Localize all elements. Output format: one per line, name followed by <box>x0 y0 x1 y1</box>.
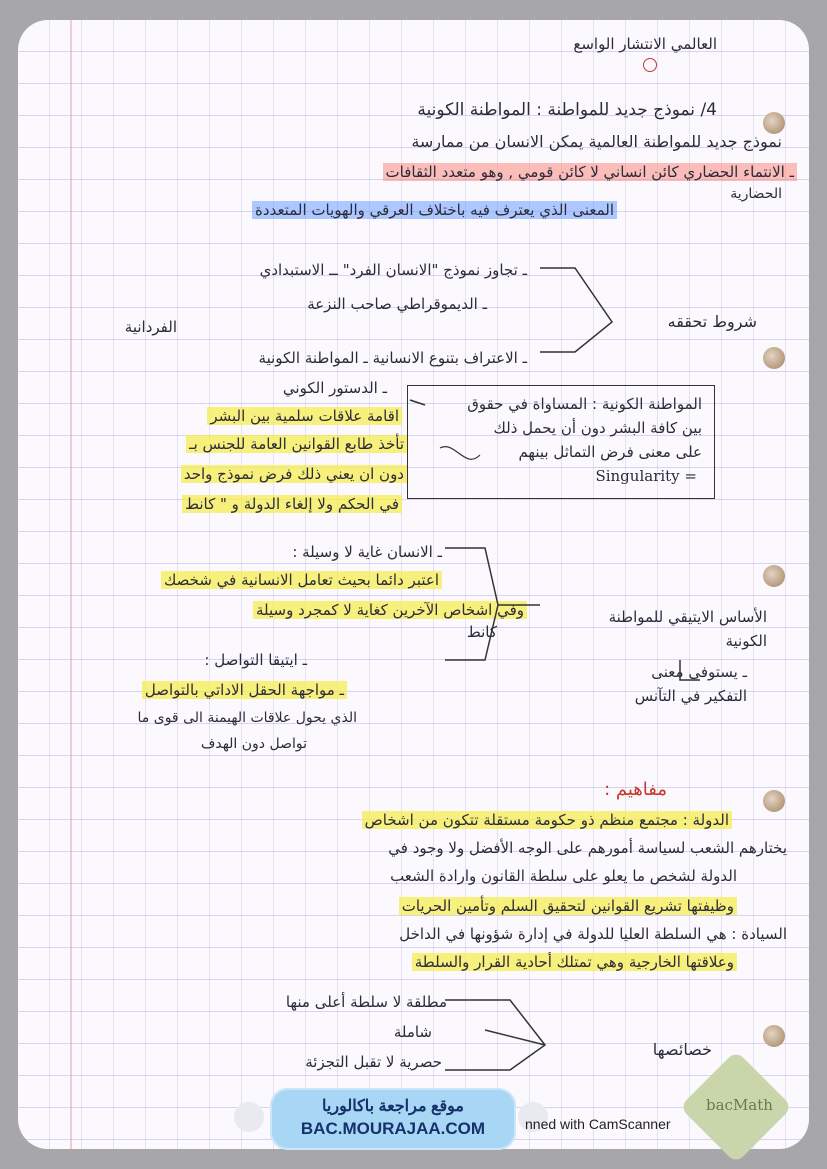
ethics-item: كانط <box>466 623 497 641</box>
intro-side: الحضارية <box>730 186 782 202</box>
site-badge[interactable] <box>270 1088 516 1150</box>
concept-line: الدولة : مجتمع منظم ذو حكومة مستقلة تتكون من اشخاص <box>362 808 732 832</box>
conditions-label: شروط تحققه <box>667 312 757 331</box>
trait-item: حصرية لا تقبل التجزئة <box>305 1053 442 1071</box>
traits-label: خصائصها <box>652 1040 712 1059</box>
ethics-item: تواصل دون الهدف <box>200 736 307 752</box>
ethics-label: الأساس الايتيقي للمواطنة الكونية <box>608 608 767 650</box>
bacmath-logo-text: bacMath <box>706 1096 773 1114</box>
intro-highlight-blue: المعنى الذي يعترف فيه باختلاف العرقي والهويات المتعددة <box>252 201 617 219</box>
page-header: العالمي الانتشار الواسع <box>573 35 717 53</box>
trait-item: شاملة <box>393 1023 432 1041</box>
yellow-line: اقامة علاقات سلمية بين البشر <box>207 404 402 428</box>
condition-item: الفردانية <box>124 318 177 336</box>
intro-highlight: ـ الانتماء الحضاري كائن انساني لا كائن قومي , وهو متعدد الثقافات <box>383 163 797 181</box>
badge-url[interactable]: BAC.MOURAJAA.COM <box>300 1119 486 1138</box>
site-logo-icon <box>234 1102 264 1132</box>
concept-line: وظيفتها تشريع القوانين لتحقيق السلم وتأمين الحريات <box>399 894 737 918</box>
brace-ethics <box>445 548 498 660</box>
yellow-line: تأخذ طابع القوانين العامة للجنس بـ <box>186 432 407 456</box>
box-line: بين كافة البشر دون أن يحمل ذلك <box>493 419 702 437</box>
concept-line: الدولة لشخص ما يعلو على سلطة القانون وارادة الشعب <box>390 867 737 885</box>
concept-line: السيادة : هي السلطة العليا للدولة في إدارة شؤونها في الداخل <box>399 925 787 943</box>
condition-item: ـ تجاوز نموذج "الانسان الفرد" ــ الاستبدادي <box>259 261 527 279</box>
intro-line: نموذج جديد للمواطنة العالمية يمكن الانسان من ممارسة <box>411 132 782 151</box>
ethics-item: ـ مواجهة الحقل الاداتي بالتواصل <box>142 678 347 702</box>
concepts-title: مفاهيم : <box>604 779 667 800</box>
ethics-item: ـ ايتيقا التواصل : <box>204 651 307 669</box>
brace-traits <box>445 1000 545 1070</box>
condition-item: ـ الديموقراطي صاحب النزعة <box>307 295 487 313</box>
badge-title: موقع مراجعة باكالوريا <box>322 1098 464 1115</box>
ethics-item: ـ الانسان غاية لا وسيلة : <box>292 543 442 561</box>
box-line: على معنى فرض التماثل بينهم <box>518 443 702 461</box>
concept-line: وعلاقتها الخارجية وهي تمتلك أحادية القرار والسلطة <box>412 950 737 974</box>
yellow-line: دون ان يعني ذلك فرض نموذج واحد <box>181 462 407 486</box>
condition-item: ـ الاعتراف بتنوع الانسانية ـ المواطنة الكونية <box>258 349 527 367</box>
right-note: التفكير في التآنس <box>634 687 747 705</box>
ethics-item: اعتبر دائما بحيث تعامل الانسانية في شخصك <box>161 568 442 592</box>
ethics-item: الذي يحول علاقات الهيمنة الى قوى ما <box>137 710 357 726</box>
concept-line: يختارهم الشعب لسياسة أمورهم على الوجه الأفضل ولا وجود في <box>388 839 787 857</box>
box-line: المواطنة الكونية : المساواة في حقوق <box>467 395 702 413</box>
right-note: ـ يستوفي معنى <box>651 663 747 681</box>
trait-item: مطلقة لا سلطة أعلى منها <box>285 993 447 1011</box>
yellow-line: في الحكم ولا إلغاء الدولة و " كانط <box>182 492 402 516</box>
brace-conditions <box>540 268 612 352</box>
scanner-watermark: nned with CamScanner <box>525 1116 671 1132</box>
condition-item: ـ الدستور الكوني <box>282 379 387 397</box>
box-line: Singularity = <box>595 467 697 485</box>
ethics-item: وفي اشخاص الآخرين كغاية لا كمجرد وسيلة <box>253 598 527 622</box>
section-title: 4/ نموذج جديد للمواطنة : المواطنة الكونية <box>417 100 717 120</box>
